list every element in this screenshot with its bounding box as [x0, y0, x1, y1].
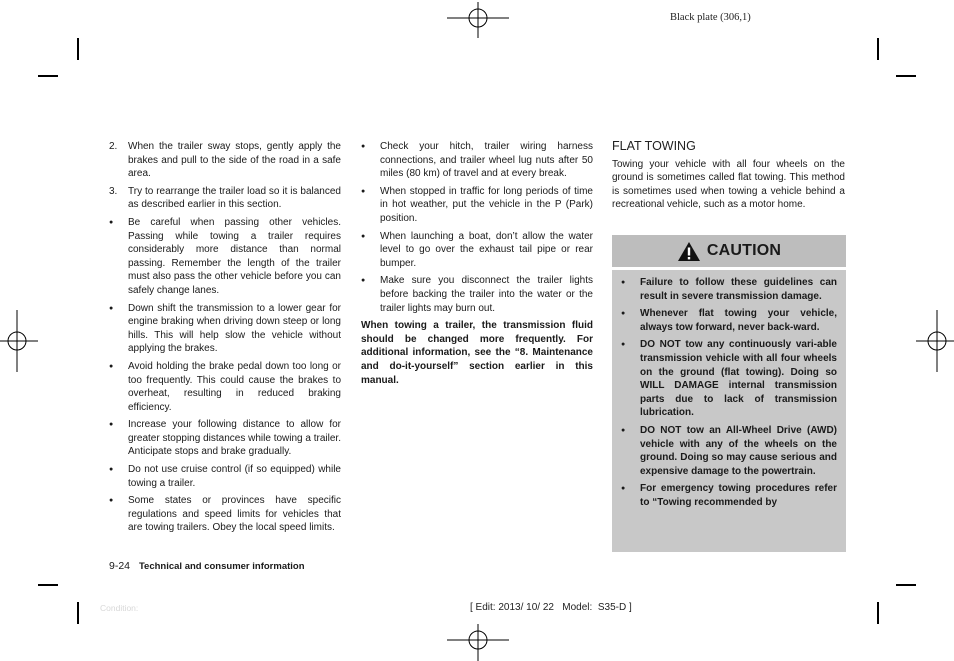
column-left: [109, 140, 341, 539]
caution-header: [612, 235, 846, 267]
caution-box: [612, 270, 846, 552]
page-number: 9-24: [109, 560, 131, 572]
step-text: When the trailer sway stops, gently apply the brakes and pull to the side of the road in a safe area.: [128, 141, 341, 180]
bullet-icon: ●: [109, 362, 114, 370]
numbered-step: [109, 185, 341, 212]
bullet-item: [109, 463, 341, 490]
condition-label: Condition:: [100, 603, 139, 613]
bullet-icon: ●: [621, 426, 626, 434]
caution-item: [621, 482, 837, 509]
caution-text: For emergency towing procedures refer to “Towing recommended by: [640, 483, 837, 508]
bullet-text: Check your hitch, trailer wiring harness connections, and trailer wheel lug nuts after 50 miles (80 km) of travel and at every break.: [380, 141, 593, 180]
bullet-text: Make sure you disconnect the trailer lights before backing the trailer into the water or the trailer lights may burn out.: [380, 275, 593, 314]
warning-triangle-icon: [677, 241, 701, 262]
bullet-text: Some states or provinces have specific regulations and speed limits for vehicles that are towing trailers. Obey the local speed limits.: [128, 495, 341, 534]
caution-item: [621, 424, 837, 478]
bullet-item: [361, 140, 593, 181]
page-footer: [109, 560, 305, 572]
bullet-text: Avoid holding the brake pedal down too long or too frequently. This could cause the brakes to overheat, resulting in reduced braking efficiency.: [128, 360, 341, 413]
bullet-item: [361, 185, 593, 226]
crop-mark: [877, 602, 879, 624]
bullet-icon: ●: [621, 341, 626, 349]
crop-mark: [896, 75, 916, 77]
plate-label: Black plate (306,1): [670, 12, 751, 23]
bullet-icon: ●: [109, 466, 114, 474]
registration-mark-icon: [447, 2, 509, 38]
section-heading: FLAT TOWING: [612, 139, 696, 153]
crop-mark: [77, 38, 79, 60]
caution-item: [621, 307, 837, 334]
column-middle: [361, 140, 593, 387]
bullet-item: [109, 494, 341, 535]
bullet-item: [109, 302, 341, 356]
bullet-text: When stopped in traffic for long periods of time in hot weather, put the vehicle in the P (Park) position.: [380, 185, 593, 224]
bullet-icon: ●: [621, 485, 626, 493]
bullet-item: [361, 230, 593, 271]
step-number: 2.: [109, 141, 118, 152]
section-title: Technical and consumer information: [138, 561, 305, 572]
bullet-item: [109, 360, 341, 414]
registration-mark-icon: [447, 624, 509, 661]
bullet-item: [109, 418, 341, 459]
caution-text: DO NOT tow any continuously vari-able transmission vehicle with all four wheels on the ground (flat towing). Doing so WILL DAMAGE internal transmission parts due to lack of transmission lubrication.: [640, 339, 837, 419]
caution-title: CAUTION: [706, 242, 782, 259]
column-right: [612, 140, 845, 212]
bullet-icon: ●: [109, 304, 114, 312]
bullet-text: Be careful when passing other vehicles. Passing while towing a trailer requires considerably more distance than normal passing. Remember the length of the trailer must also pass the other vehicle before you can safely change lanes.: [128, 216, 341, 296]
caution-text: Failure to follow these guidelines can result in severe transmission damage.: [640, 277, 837, 302]
crop-mark: [77, 602, 79, 624]
caution-text: DO NOT tow an All-Wheel Drive (AWD) vehicle with any of the wheels on the ground. Doing so may cause serious and expensive damage to the powertrain.: [640, 424, 837, 477]
bullet-icon: ●: [109, 218, 114, 226]
bullet-icon: ●: [109, 497, 114, 505]
bullet-icon: ●: [361, 277, 366, 285]
bullet-icon: ●: [109, 421, 114, 429]
crop-mark: [877, 38, 879, 60]
crop-mark: [38, 75, 58, 77]
bullet-text: Increase your following distance to allow for greater stopping distances while towing a trailer. Anticipate stops and brake gradually.: [128, 419, 341, 458]
bullet-text: When launching a boat, don’t allow the water level to go over the exhaust tail pipe or rear bumper.: [380, 230, 593, 269]
caution-item: [621, 276, 837, 303]
bullet-icon: ●: [621, 279, 626, 286]
caution-text: Whenever flat towing your vehicle, always tow forward, never back-ward.: [640, 308, 837, 333]
bullet-icon: ●: [361, 232, 366, 240]
crop-mark: [38, 584, 58, 586]
bullet-item: [109, 216, 341, 298]
registration-mark-icon: [0, 310, 38, 372]
numbered-step: [109, 140, 341, 181]
bullet-text: Down shift the transmission to a lower gear for engine braking when driving down steep or long hills. This will help slow the vehicle without applying the brakes.: [128, 302, 341, 355]
intro-paragraph: Towing your vehicle with all four wheels on the ground is sometimes called flat towing. This method is sometimes used when towing a vehicle behind a recreational vehicle, such as a motor home.: [612, 158, 845, 211]
step-number: 3.: [109, 185, 118, 197]
bullet-icon: ●: [361, 187, 366, 195]
caution-item: [621, 338, 837, 420]
bullet-text: Do not use cruise control (if so equipped) while towing a trailer.: [128, 464, 341, 489]
registration-mark-icon: [916, 310, 954, 372]
bullet-icon: ●: [621, 310, 626, 318]
crop-mark: [896, 584, 916, 586]
bullet-icon: ●: [361, 143, 366, 150]
edit-info: [ Edit: 2013/ 10/ 22 Model: S35-D ]: [470, 602, 632, 613]
transmission-note: When towing a trailer, the transmission fluid should be changed more frequently. For additional information, see the “8. Maintenance and do-it-yourself” section earlier in this manual.: [361, 320, 593, 386]
step-text: Try to rearrange the trailer load so it is balanced as described earlier in this section.: [128, 185, 341, 211]
bullet-item: [361, 274, 593, 315]
